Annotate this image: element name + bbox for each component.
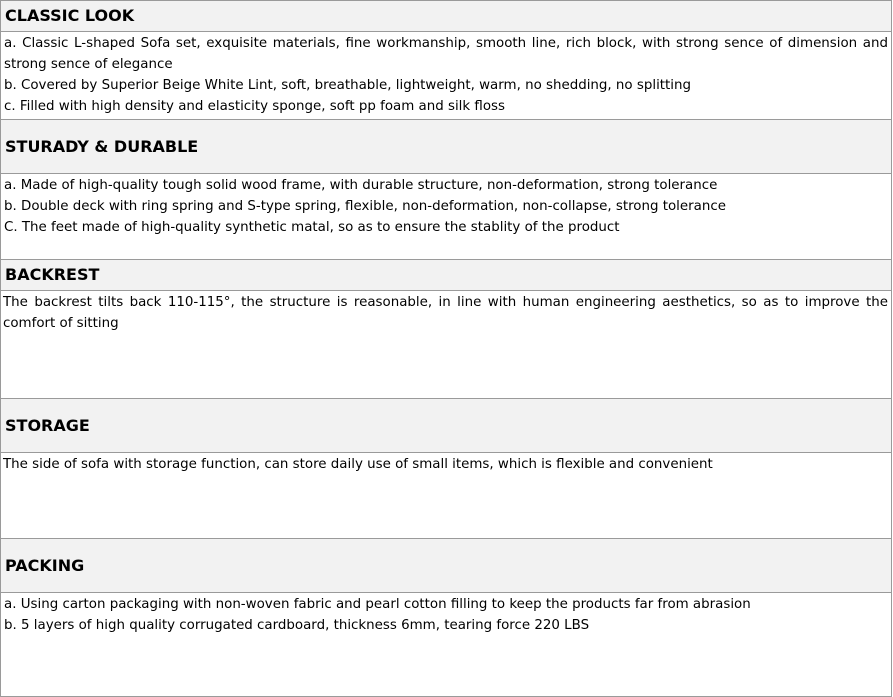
section-body-backrest (1, 291, 892, 399)
section-header-backrest (1, 260, 892, 291)
section-body-classic-look (1, 32, 892, 120)
spec-line: b. 5 layers of high quality corrugated cardboard, thickness 6mm, tearing force 220 LBS (4, 618, 590, 633)
section-heading: CLASSIC LOOK (1, 1, 892, 32)
spec-line: C. The feet made of high-quality synthetic matal, so as to ensure the stablity of the product (4, 220, 620, 235)
spec-line: a. Made of high-quality tough solid wood frame, with durable structure, non-deformation, strong tolerance (4, 178, 718, 193)
spec-line: a. Using carton packaging with non-woven fabric and pearl cotton filling to keep the products far from abrasion (4, 597, 751, 612)
section-header-packing (1, 539, 892, 593)
section-heading: BACKREST (1, 260, 892, 291)
section-body-packing (1, 593, 892, 697)
section-header-storage (1, 399, 892, 453)
section-content (1, 593, 892, 697)
spec-line: a. Classic L-shaped Sofa set, exquisite materials, fine workmanship, smooth line, rich block, with strong sence of dimension and strong sence of elegance (4, 36, 888, 72)
section-header-sturady-durable (1, 120, 892, 174)
spec-line: The side of sofa with storage function, can store daily use of small items, which is flexible and convenient (3, 457, 713, 472)
section-content (1, 291, 892, 399)
spec-line: c. Filled with high density and elasticity sponge, soft pp foam and silk floss (4, 99, 505, 114)
spec-line: b. Double deck with ring spring and S-type spring, flexible, non-deformation, non-collapse, strong tolerance (4, 199, 726, 214)
section-header-classic-look (1, 1, 892, 32)
section-content (1, 453, 892, 539)
section-body-sturady-durable (1, 174, 892, 260)
spec-line: The backrest tilts back 110-115°, the structure is reasonable, in line with human engineering aesthetics, so as to improve the comfort of sitting (3, 295, 888, 331)
section-body-storage (1, 453, 892, 539)
section-content (1, 174, 892, 260)
section-heading: PACKING (1, 539, 892, 593)
section-heading: STORAGE (1, 399, 892, 453)
spec-line: b. Covered by Superior Beige White Lint, soft, breathable, lightweight, warm, no shedding, no splitting (4, 78, 691, 93)
section-heading: STURADY & DURABLE (1, 120, 892, 174)
section-content (1, 32, 892, 120)
